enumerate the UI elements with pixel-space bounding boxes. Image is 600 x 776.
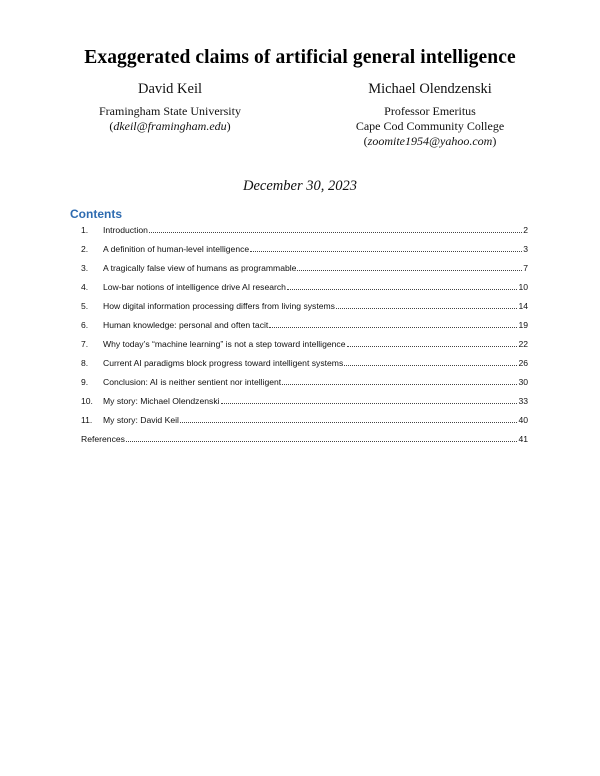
toc-entry-page[interactable]: 41 — [518, 434, 528, 444]
toc-dot-leader — [336, 300, 517, 309]
toc-dot-leader — [250, 243, 522, 252]
toc-entry-number: 8. — [81, 358, 89, 368]
toc-dot-leader — [126, 433, 517, 442]
toc-entry-number: 2. — [81, 244, 89, 254]
author-email-line: (dkeil@framingham.edu) — [109, 119, 231, 133]
table-of-contents — [81, 224, 528, 452]
toc-entry-label[interactable]: How digital information processing differs from living systems — [103, 301, 335, 311]
toc-entry-label[interactable]: A definition of human-level intelligence — [103, 244, 250, 254]
toc-entry[interactable] — [81, 300, 528, 319]
toc-entry-page[interactable]: 3 — [523, 244, 528, 254]
toc-dot-leader — [282, 376, 517, 385]
toc-entry[interactable] — [81, 319, 528, 338]
paper-title: Exaggerated claims of artificial general intelligence — [84, 47, 516, 68]
toc-entry-page[interactable]: 26 — [518, 358, 528, 368]
toc-entry-number: 10. — [81, 396, 93, 406]
toc-dot-leader — [347, 338, 518, 347]
author-name: David Keil — [137, 81, 203, 97]
toc-entry-label[interactable]: Introduction — [103, 225, 148, 235]
toc-entry-label[interactable]: Current AI paradigms block progress toward intelligent systems — [103, 358, 344, 368]
toc-entry-label[interactable]: Low-bar notions of intelligence drive AI research — [103, 282, 286, 292]
author-email[interactable]: dkeil@framingham.edu — [113, 119, 227, 133]
toc-entry-page[interactable]: 19 — [518, 320, 528, 330]
toc-entry-label[interactable]: References — [81, 434, 125, 444]
toc-dot-leader — [180, 414, 518, 423]
author-block-1 — [70, 80, 270, 134]
toc-dot-leader — [149, 224, 522, 233]
toc-dot-leader — [287, 281, 517, 290]
author-name: Michael Olendzenski — [368, 81, 492, 97]
paper-date: December 30, 2023 — [243, 178, 357, 194]
toc-entry-label[interactable]: Human knowledge: personal and often tacit — [103, 320, 269, 330]
author-block-2 — [330, 80, 530, 149]
toc-entry-number: 5. — [81, 301, 89, 311]
toc-entry-number: 11. — [81, 415, 93, 425]
toc-entry[interactable] — [81, 395, 528, 414]
toc-entry-label[interactable]: My story: David Keil — [103, 415, 179, 425]
toc-entry-number: 4. — [81, 282, 89, 292]
toc-entry-page[interactable]: 10 — [518, 282, 528, 292]
toc-entry[interactable] — [81, 262, 528, 281]
toc-entry-page[interactable]: 2 — [523, 225, 528, 235]
toc-entry-label[interactable]: Conclusion: AI is neither sentient nor intelligent — [103, 377, 282, 387]
toc-entry-label[interactable]: A tragically false view of humans as programmable — [103, 263, 297, 273]
toc-entry[interactable] — [81, 433, 528, 452]
author-email[interactable]: zoomite1954@yahoo.com — [367, 134, 493, 148]
toc-entry[interactable] — [81, 281, 528, 300]
toc-dot-leader — [269, 319, 517, 328]
toc-dot-leader — [297, 262, 522, 271]
author-affiliation: Framingham State University — [99, 104, 241, 118]
toc-entry-page[interactable]: 22 — [518, 339, 528, 349]
toc-entry[interactable] — [81, 338, 528, 357]
toc-entry[interactable] — [81, 243, 528, 262]
toc-entry[interactable] — [81, 414, 528, 433]
toc-entry-page[interactable]: 7 — [523, 263, 528, 273]
author-title: Professor Emeritus — [384, 104, 476, 118]
toc-dot-leader — [221, 395, 518, 404]
toc-entry-page[interactable]: 33 — [518, 396, 528, 406]
toc-entry-number: 6. — [81, 320, 89, 330]
toc-entry-page[interactable]: 30 — [518, 377, 528, 387]
toc-entry-page[interactable]: 40 — [518, 415, 528, 425]
toc-dot-leader — [344, 357, 517, 366]
toc-entry-label[interactable]: Why today’s “machine learning” is not a step toward intelligence — [103, 339, 346, 349]
toc-entry[interactable] — [81, 357, 528, 376]
contents-heading: Contents — [70, 207, 122, 221]
author-email-line: (zoomite1954@yahoo.com) — [363, 134, 497, 148]
toc-entry-label[interactable]: My story: Michael Olendzenski — [103, 396, 220, 406]
toc-entry-number: 9. — [81, 377, 89, 387]
toc-entry[interactable] — [81, 376, 528, 395]
toc-entry[interactable] — [81, 224, 528, 243]
toc-entry-number: 3. — [81, 263, 89, 273]
toc-entry-number: 1. — [81, 225, 89, 235]
toc-entry-page[interactable]: 14 — [518, 301, 528, 311]
toc-entry-number: 7. — [81, 339, 89, 349]
author-affiliation: Cape Cod Community College — [355, 119, 505, 133]
